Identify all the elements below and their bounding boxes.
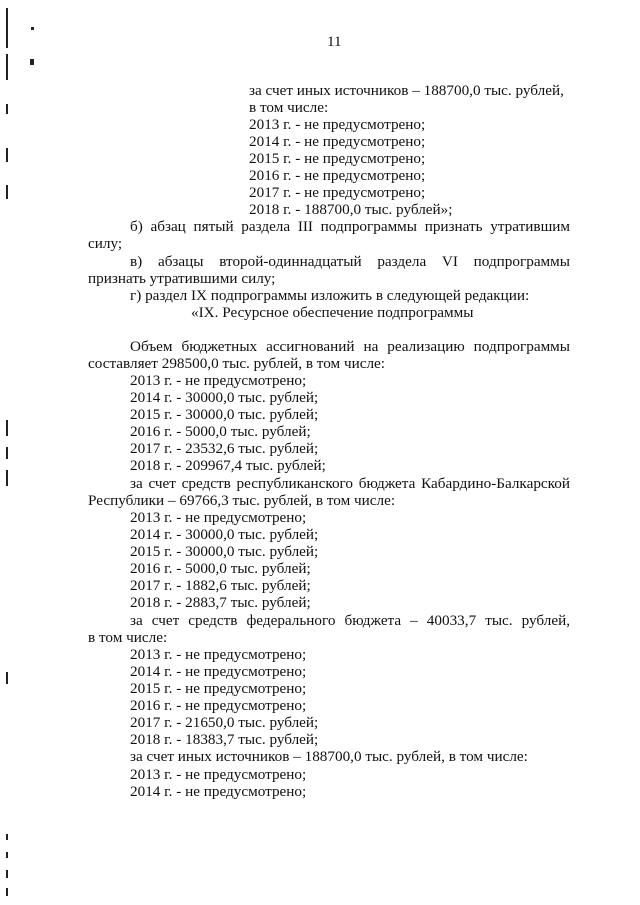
block-a-year: 2013 г. - не предусмотрено; [249,116,426,133]
scan-mark [6,672,8,684]
scan-mark [6,185,8,199]
block-a-incl: в том числе: [249,99,329,116]
total-year: 2015 г. - 30000,0 тыс. рублей; [130,406,319,423]
republic-year: 2018 г. - 2883,7 тыс. рублей; [130,594,311,611]
item-b-line2: силу; [88,235,123,252]
republic-year: 2015 г. - 30000,0 тыс. рублей; [130,543,319,560]
federal-year: 2017 г. - 21650,0 тыс. рублей; [130,714,319,731]
item-b-line1: б) абзац пятый раздела III подпрограммы признать утратившим [130,218,570,235]
scan-mark [6,888,8,896]
scan-mark [6,852,8,858]
federal-year: 2018 г. - 18383,7 тыс. рублей; [130,731,319,748]
scan-mark [6,148,8,162]
block-a-year: 2014 г. - не предусмотрено; [249,133,426,150]
scan-mark [6,54,8,80]
total-line1: Объем бюджетных ассигнований на реализацию подпрограммы [130,338,570,355]
republic-year: 2014 г. - 30000,0 тыс. рублей; [130,526,319,543]
other-year: 2014 г. - не предусмотрено; [130,783,307,800]
block-a-year: 2017 г. - не предусмотрено; [249,184,426,201]
item-g: г) раздел IX подпрограммы изложить в следующей редакции: [130,287,530,304]
block-a-year: 2018 г. - 188700,0 тыс. рублей»; [249,201,453,218]
total-year: 2018 г. - 209967,4 тыс. рублей; [130,457,326,474]
total-year: 2014 г. - 30000,0 тыс. рублей; [130,389,319,406]
total-year: 2016 г. - 5000,0 тыс. рублей; [130,423,311,440]
federal-year: 2016 г. - не предусмотрено; [130,697,307,714]
other-line1: за счет иных источников – 188700,0 тыс. рублей, в том числе: [130,748,528,765]
federal-line1: за счет средств федерального бюджета – 40033,7 тыс. рублей, [130,612,570,629]
federal-year: 2013 г. - не предусмотрено; [130,646,307,663]
republic-line2: Республики – 69766,3 тыс. рублей, в том числе: [88,492,396,509]
scan-mark [6,870,8,878]
republic-year: 2016 г. - 5000,0 тыс. рублей; [130,560,311,577]
scan-mark [6,834,8,840]
scan-mark [31,27,34,30]
section-title: «IX. Ресурсное обеспечение подпрограммы [191,304,474,321]
total-year: 2017 г. - 23532,6 тыс. рублей; [130,440,319,457]
federal-year: 2015 г. - не предусмотрено; [130,680,307,697]
total-year: 2013 г. - не предусмотрено; [130,372,307,389]
total-line2: составляет 298500,0 тыс. рублей, в том числе: [88,355,385,372]
block-a-year: 2015 г. - не предусмотрено; [249,150,426,167]
republic-year: 2013 г. - не предусмотрено; [130,509,307,526]
federal-year: 2014 г. - не предусмотрено; [130,663,307,680]
scan-mark [30,59,34,65]
scan-mark [6,104,8,114]
republic-line1: за счет средств республиканского бюджета Кабардино-Балкарской [130,475,570,492]
federal-line2: в том числе: [88,629,168,646]
scan-mark [6,470,8,486]
page-number: 11 [327,33,342,50]
item-v-line2: признать утратившими силу; [88,270,276,287]
block-a-intro: за счет иных источников – 188700,0 тыс. рублей, [249,82,564,99]
republic-year: 2017 г. - 1882,6 тыс. рублей; [130,577,311,594]
item-v-line1: в) абзацы второй-одиннадцатый раздела VI подпрограммы [130,253,570,270]
scan-mark [6,420,8,436]
block-a-year: 2016 г. - не предусмотрено; [249,167,426,184]
scan-mark [6,447,8,459]
other-year: 2013 г. - не предусмотрено; [130,766,307,783]
scan-mark [6,8,8,48]
